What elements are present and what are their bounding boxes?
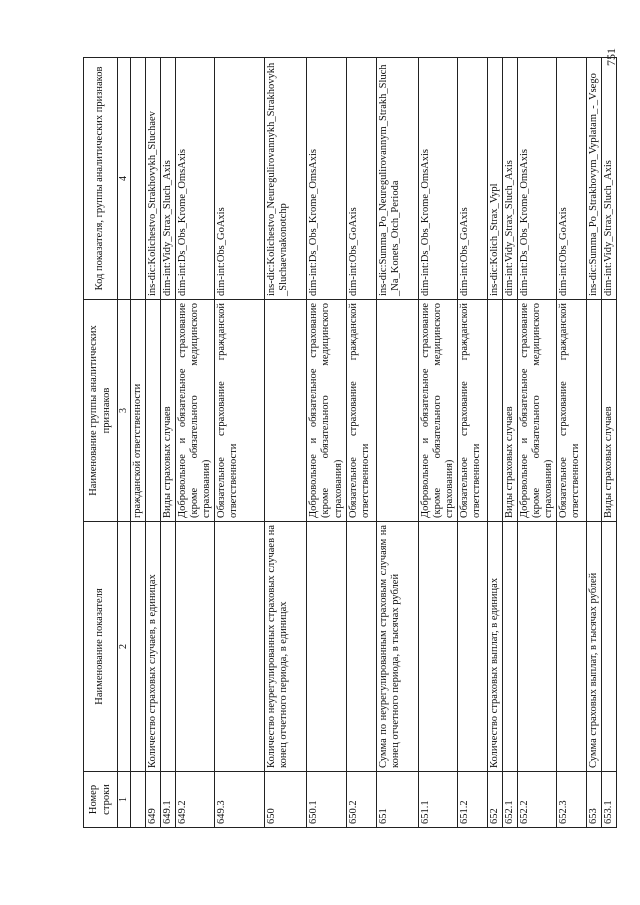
- group-name-cell: Добровольное и обязательное страхование (кроме обязательного медицинского страхования): [176, 300, 215, 522]
- table-row: [487, 58, 502, 828]
- row-number-cell: 651.1: [418, 772, 457, 828]
- code-cell: dim-int:Obs_GoAxis: [346, 58, 376, 300]
- row-number-cell: 649.3: [215, 772, 265, 828]
- rotated-page: [83, 58, 615, 828]
- group-name-cell: Виды страховых случаев: [502, 300, 517, 522]
- row-number-cell: 651.2: [457, 772, 487, 828]
- table-row: [265, 58, 307, 828]
- group-name-cell: Виды страховых случаев: [602, 300, 617, 522]
- group-name-cell: Обязательное страхование гражданской ответственности: [557, 300, 587, 522]
- table-row: [376, 58, 418, 828]
- code-cell: ins-dic:Summa_Po_Neuregulirovannym_Strakh_Sluch_Na_Konets_Otch_Perioda: [376, 58, 418, 300]
- table-row: [457, 58, 487, 828]
- row-number-cell: 652.2: [517, 772, 556, 828]
- header-indicator-name: Наименование показателя: [84, 522, 118, 772]
- indicator-name-cell: Количество неурегулированных страховых случаев на конец отчетного периода, в единицах: [265, 522, 307, 772]
- column-number: 3: [118, 300, 131, 522]
- indicator-name-cell: Количество страховых случаев, в единицах: [146, 522, 161, 772]
- indicator-name-cell: Сумма по неурегулированным страховым случаям на конец отчетного периода, в тысячах рублей: [376, 522, 418, 772]
- row-number-cell: 650.2: [346, 772, 376, 828]
- page-number: 751: [604, 48, 618, 66]
- column-number: 4: [118, 58, 131, 300]
- group-name-cell: Виды страховых случаев: [161, 300, 176, 522]
- row-number-cell: 649.1: [161, 772, 176, 828]
- group-name-cell: Обязательное страхование гражданской ответственности: [215, 300, 265, 522]
- group-name-cell: гражданской ответственности: [131, 300, 146, 522]
- indicator-name-cell: Сумма страховых выплат, в тысячах рублей: [587, 522, 602, 772]
- row-number-cell: 650.1: [307, 772, 346, 828]
- column-number-row: [118, 58, 131, 828]
- row-number-cell: 652: [487, 772, 502, 828]
- table-container: [83, 58, 615, 828]
- row-number-cell: 649: [146, 772, 161, 828]
- row-number-cell: 653: [587, 772, 602, 828]
- code-cell: dim-int:Ds_Obs_Krome_OmsAxis: [176, 58, 215, 300]
- code-cell: dim-int:Ds_Obs_Krome_OmsAxis: [418, 58, 457, 300]
- code-cell: dim-int:Obs_GoAxis: [457, 58, 487, 300]
- row-number-cell: 649.2: [176, 772, 215, 828]
- row-number-cell: 652.3: [557, 772, 587, 828]
- column-number: 2: [118, 522, 131, 772]
- table-row: [176, 58, 215, 828]
- table-row: [602, 58, 617, 828]
- header-row: [84, 58, 118, 828]
- header-group-name: Наименование группы аналитических признаков: [84, 300, 118, 522]
- row-number-cell: 651: [376, 772, 418, 828]
- group-name-cell: Добровольное и обязательное страхование (кроме обязательного медицинского страхования): [418, 300, 457, 522]
- group-name-cell: Обязательное страхование гражданской ответственности: [346, 300, 376, 522]
- table-row: [346, 58, 376, 828]
- table-row: [502, 58, 517, 828]
- header-code: Код показателя, группы аналитических признаков: [84, 58, 118, 300]
- code-cell: ins-dic:Summa_Po_Strakhovym_Vyplatam_-_Vsego: [587, 58, 602, 300]
- table-row: [146, 58, 161, 828]
- table-row: [517, 58, 556, 828]
- code-cell: dim-int:Vidy_Strax_Sluch_Axis: [161, 58, 176, 300]
- code-cell: ins-dic:Kolich_Strax_Vypl: [487, 58, 502, 300]
- group-name-cell: Обязательное страхование гражданской ответственности: [457, 300, 487, 522]
- row-number-cell: 653.1: [602, 772, 617, 828]
- table-row: [587, 58, 602, 828]
- code-cell: ins-dic:Kolichestvo_Strakhovykh_Sluchaev: [146, 58, 161, 300]
- row-number-cell: 652.1: [502, 772, 517, 828]
- code-cell: dim-int:Vidy_Strax_Sluch_Axis: [602, 58, 617, 300]
- table-row: [131, 58, 146, 828]
- group-name-cell: Добровольное и обязательное страхование (кроме обязательного медицинского страхования): [517, 300, 556, 522]
- group-name-cell: Добровольное и обязательное страхование (кроме обязательного медицинского страхования): [307, 300, 346, 522]
- indicator-table: [83, 57, 617, 828]
- table-row: [215, 58, 265, 828]
- row-number-cell: 650: [265, 772, 307, 828]
- table-row: [557, 58, 587, 828]
- code-cell: ins-dic:Kolichestvo_Neuregulirovannykh_Strakhovykh_Sluchaevnakonotchp: [265, 58, 307, 300]
- table-row: [161, 58, 176, 828]
- column-number: 1: [118, 772, 131, 828]
- header-row-number: Номер строки: [84, 772, 118, 828]
- code-cell: dim-int:Ds_Obs_Krome_OmsAxis: [307, 58, 346, 300]
- table-row: [307, 58, 346, 828]
- code-cell: dim-int:Obs_GoAxis: [215, 58, 265, 300]
- code-cell: dim-int:Ds_Obs_Krome_OmsAxis: [517, 58, 556, 300]
- code-cell: dim-int:Vidy_Strax_Sluch_Axis: [502, 58, 517, 300]
- indicator-name-cell: Количество страховых выплат, в единицах: [487, 522, 502, 772]
- code-cell: dim-int:Obs_GoAxis: [557, 58, 587, 300]
- table-row: [418, 58, 457, 828]
